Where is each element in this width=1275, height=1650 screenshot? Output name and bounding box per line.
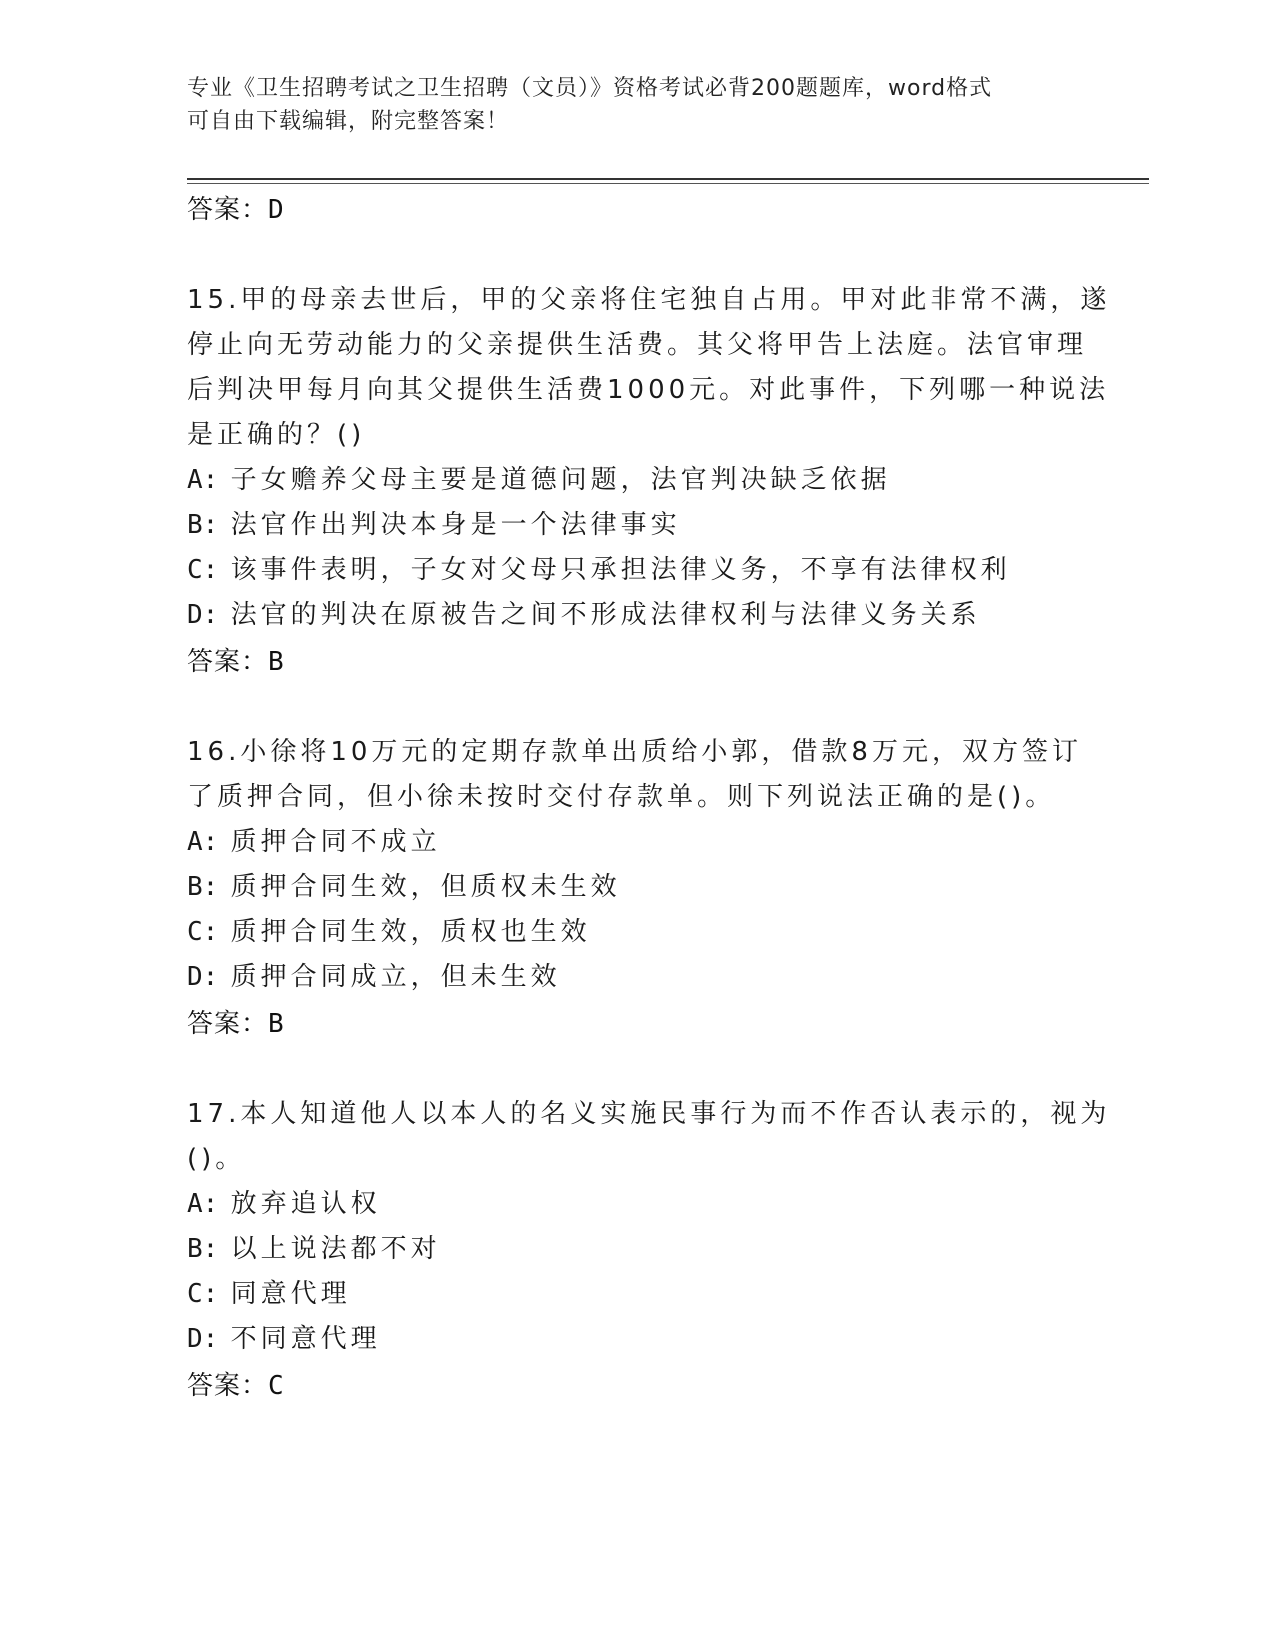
option-letter: D: [187, 600, 219, 630]
stem-line: 是正确的？() [187, 420, 366, 450]
option-a [187, 820, 1087, 865]
answer-label: 答案： [187, 1371, 269, 1401]
header-divider-thin [187, 183, 1149, 184]
option-letter: C: [187, 1279, 219, 1309]
option-text: 质押合同不成立 [230, 827, 441, 857]
option-a [187, 1182, 1087, 1227]
option-letter: B: [187, 1234, 219, 1264]
option-text: 质押合同成立，但未生效 [230, 962, 561, 992]
question-answer [187, 638, 1087, 686]
answer-label: 答案： [187, 1009, 269, 1039]
option-text: 质押合同生效，质权也生效 [230, 917, 591, 947]
option-letter: A: [187, 827, 219, 857]
option-letter: B: [187, 510, 219, 540]
header-title-line-1: 专业《卫生招聘考试之卫生招聘（文员）》资格考试必背200题题库，word格式 [187, 76, 993, 101]
option-d [187, 593, 1087, 638]
option-a [187, 458, 1087, 503]
option-text: 同意代理 [230, 1279, 351, 1309]
question-list [187, 186, 1111, 1410]
option-text: 法官作出判决本身是一个法律事实 [230, 510, 681, 540]
stem-line: 了质押合同，但小徐未按时交付存款单。则下列说法正确的是()。 [187, 782, 1056, 812]
option-text: 以上说法都不对 [230, 1234, 441, 1264]
option-letter: C: [187, 555, 219, 585]
option-text: 不同意代理 [230, 1324, 381, 1354]
option-text: 放弃追认权 [230, 1189, 381, 1219]
option-b [187, 865, 1087, 910]
answer-key: C [268, 1371, 285, 1401]
option-c [187, 1272, 1087, 1317]
option-letter: B: [187, 872, 219, 902]
answer-key: D [268, 195, 285, 225]
option-letter: A: [187, 465, 219, 495]
header-divider-thick [187, 178, 1149, 180]
question-17 [187, 1092, 1111, 1410]
header-title-line-2: 可自由下载编辑，附完整答案！ [187, 109, 510, 134]
option-letter: C: [187, 917, 219, 947]
option-letter: D: [187, 962, 219, 992]
stem-line: ()。 [187, 1144, 246, 1174]
option-d [187, 1317, 1087, 1362]
question-answer [187, 1362, 1087, 1410]
option-c [187, 910, 1087, 955]
option-text: 法官的判决在原被告之间不形成法律权利与法律义务关系 [230, 600, 981, 630]
option-b [187, 1227, 1087, 1272]
stem-line: 15.甲的母亲去世后，甲的父亲将住宅独自占用。甲对此非常不满，遂 [187, 285, 1111, 315]
option-text: 子女赡养父母主要是道德问题，法官判决缺乏依据 [230, 465, 891, 495]
option-text: 质押合同生效，但质权未生效 [230, 872, 621, 902]
option-letter: D: [187, 1324, 219, 1354]
question-stem [187, 278, 1111, 458]
question-stem [187, 730, 1087, 820]
option-letter: A: [187, 1189, 219, 1219]
option-b [187, 503, 1087, 548]
question-16 [187, 730, 1087, 1048]
option-d [187, 955, 1087, 1000]
question-stem [187, 1092, 1111, 1182]
option-text: 该事件表明，子女对父母只承担法律义务，不享有法律权利 [230, 555, 1011, 585]
page-header [187, 72, 1087, 138]
question-15 [187, 278, 1111, 686]
answer-key: B [268, 647, 285, 677]
stem-line: 后判决甲每月向其父提供生活费1000元。对此事件，下列哪一种说法 [187, 375, 1110, 405]
stem-line: 停止向无劳动能力的父亲提供生活费。其父将甲告上法庭。法官审理 [187, 330, 1088, 360]
answer-label: 答案： [187, 647, 269, 677]
answer-key: B [268, 1009, 285, 1039]
prev-question-answer [187, 186, 1087, 234]
option-c [187, 548, 1087, 593]
stem-line: 17.本人知道他人以本人的名义实施民事行为而不作否认表示的，视为 [187, 1099, 1111, 1129]
stem-line: 16.小徐将10万元的定期存款单出质给小郭，借款8万元，双方签订 [187, 737, 1082, 767]
answer-label: 答案： [187, 195, 269, 225]
question-answer [187, 1000, 1087, 1048]
